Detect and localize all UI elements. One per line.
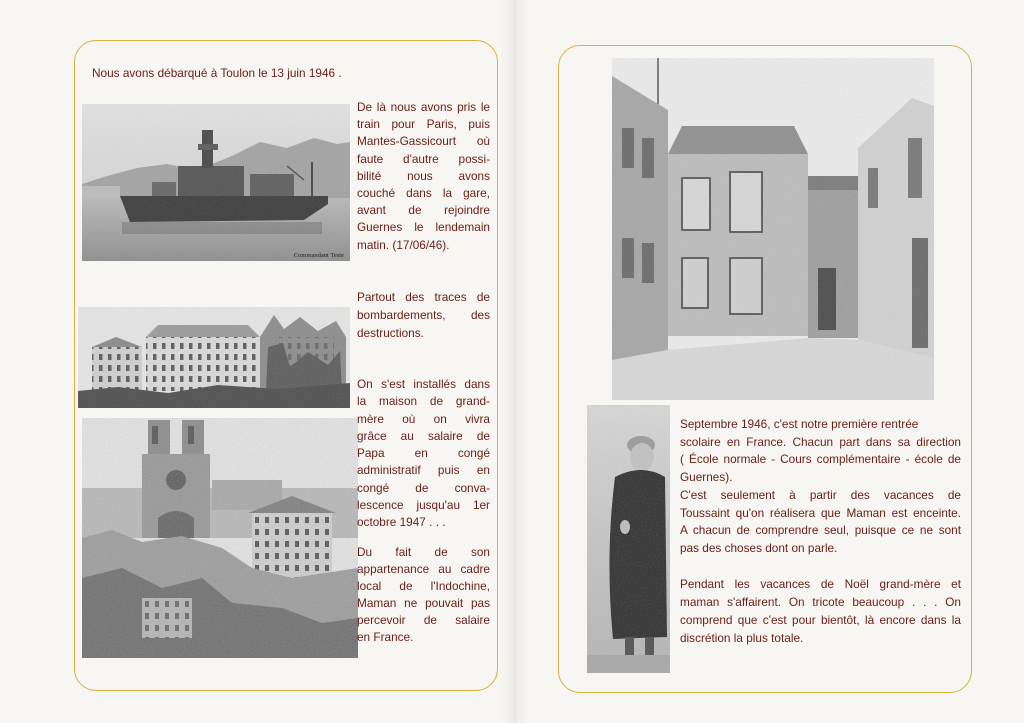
photo-grandmother-portrait <box>587 405 670 673</box>
photo-caption: Commandant Teste <box>293 252 344 259</box>
text-line: Pendant les vacances de Noël grand-mère et <box>680 577 961 591</box>
text-line: lescence jusqu'au 1er <box>357 498 490 513</box>
photo-warship-toulon <box>82 104 350 261</box>
text-line: comprend que c'est pour bientôt, là encore dans la <box>680 613 961 627</box>
left-paragraph-1 <box>357 99 490 254</box>
text-line: Papa en congé <box>357 446 490 461</box>
text-line: train pour Paris, puis <box>357 117 490 132</box>
text-line: Mantes-Gassicourt où <box>357 134 490 149</box>
text-line: octobre 1947 . . . <box>357 515 446 530</box>
text-line: administratif puis en <box>357 463 490 478</box>
center-fold <box>500 0 530 723</box>
text-line: appartenance au cadre <box>357 562 490 576</box>
text-line: local de l'Indochine, <box>357 579 490 593</box>
text-line: congé de conva- <box>357 480 490 495</box>
text-line: ( École normale - Cours complémentaire - école de <box>680 452 961 467</box>
left-paragraph-4 <box>357 544 490 646</box>
text-line: pas des choses dont on parle. <box>680 540 838 555</box>
text-line: avant de rejoindre <box>357 203 490 218</box>
left-paragraph-2 <box>357 288 490 342</box>
left-paragraph-3 <box>357 376 490 532</box>
text-line: Maman ne pouvait pas <box>357 596 490 610</box>
right-paragraph-1 <box>680 416 961 558</box>
text-line: faute d'autre possi- <box>357 151 490 166</box>
text-line: percevoir de salaire <box>357 613 490 627</box>
text-line: Partout des traces de <box>357 290 490 304</box>
text-line: C'est seulement à partir des vacances de <box>680 487 961 502</box>
text-line: Guernes). <box>680 470 733 485</box>
right-paragraph-2 <box>680 575 961 647</box>
text-line: Du fait de son <box>357 545 490 559</box>
left-page-heading: Nous avons débarqué à Toulon le 13 juin 1946 . <box>92 66 342 80</box>
text-line: grâce au salaire de <box>357 428 490 443</box>
photo-village-street <box>612 58 934 400</box>
photo-bombed-buildings <box>78 307 350 408</box>
text-line: matin. (17/06/46). <box>357 237 450 252</box>
text-line: discrétion la plus totale. <box>680 631 804 645</box>
text-line: On s'est installés dans <box>357 377 490 391</box>
text-line: scolaire en France. Chacun part dans sa direction <box>680 434 961 449</box>
text-line: destructions. <box>357 326 424 340</box>
photo-cathedral-ruins <box>82 418 358 658</box>
text-line: en France. <box>357 630 414 644</box>
text-line: couché dans la gare, <box>357 186 490 201</box>
text-line: Toussaint qu'on réalisera que Maman est enceinte. <box>680 505 961 520</box>
text-line: Septembre 1946, c'est notre première rentrée <box>680 417 919 431</box>
text-line: la maison de grand- <box>357 394 490 409</box>
text-line: bombardements, des <box>357 308 490 322</box>
text-line: mère où on vivra <box>357 411 490 426</box>
text-line: maman s'affairent. On tricote beaucoup . . . On <box>680 595 961 609</box>
text-line: De là nous avons pris le <box>357 100 490 114</box>
text-line: A chacun de comprendre seul, puisque ce ne sont <box>680 523 961 538</box>
text-line: bilité nous avons <box>357 168 490 183</box>
text-line: Guernes le lendemain <box>357 220 490 235</box>
